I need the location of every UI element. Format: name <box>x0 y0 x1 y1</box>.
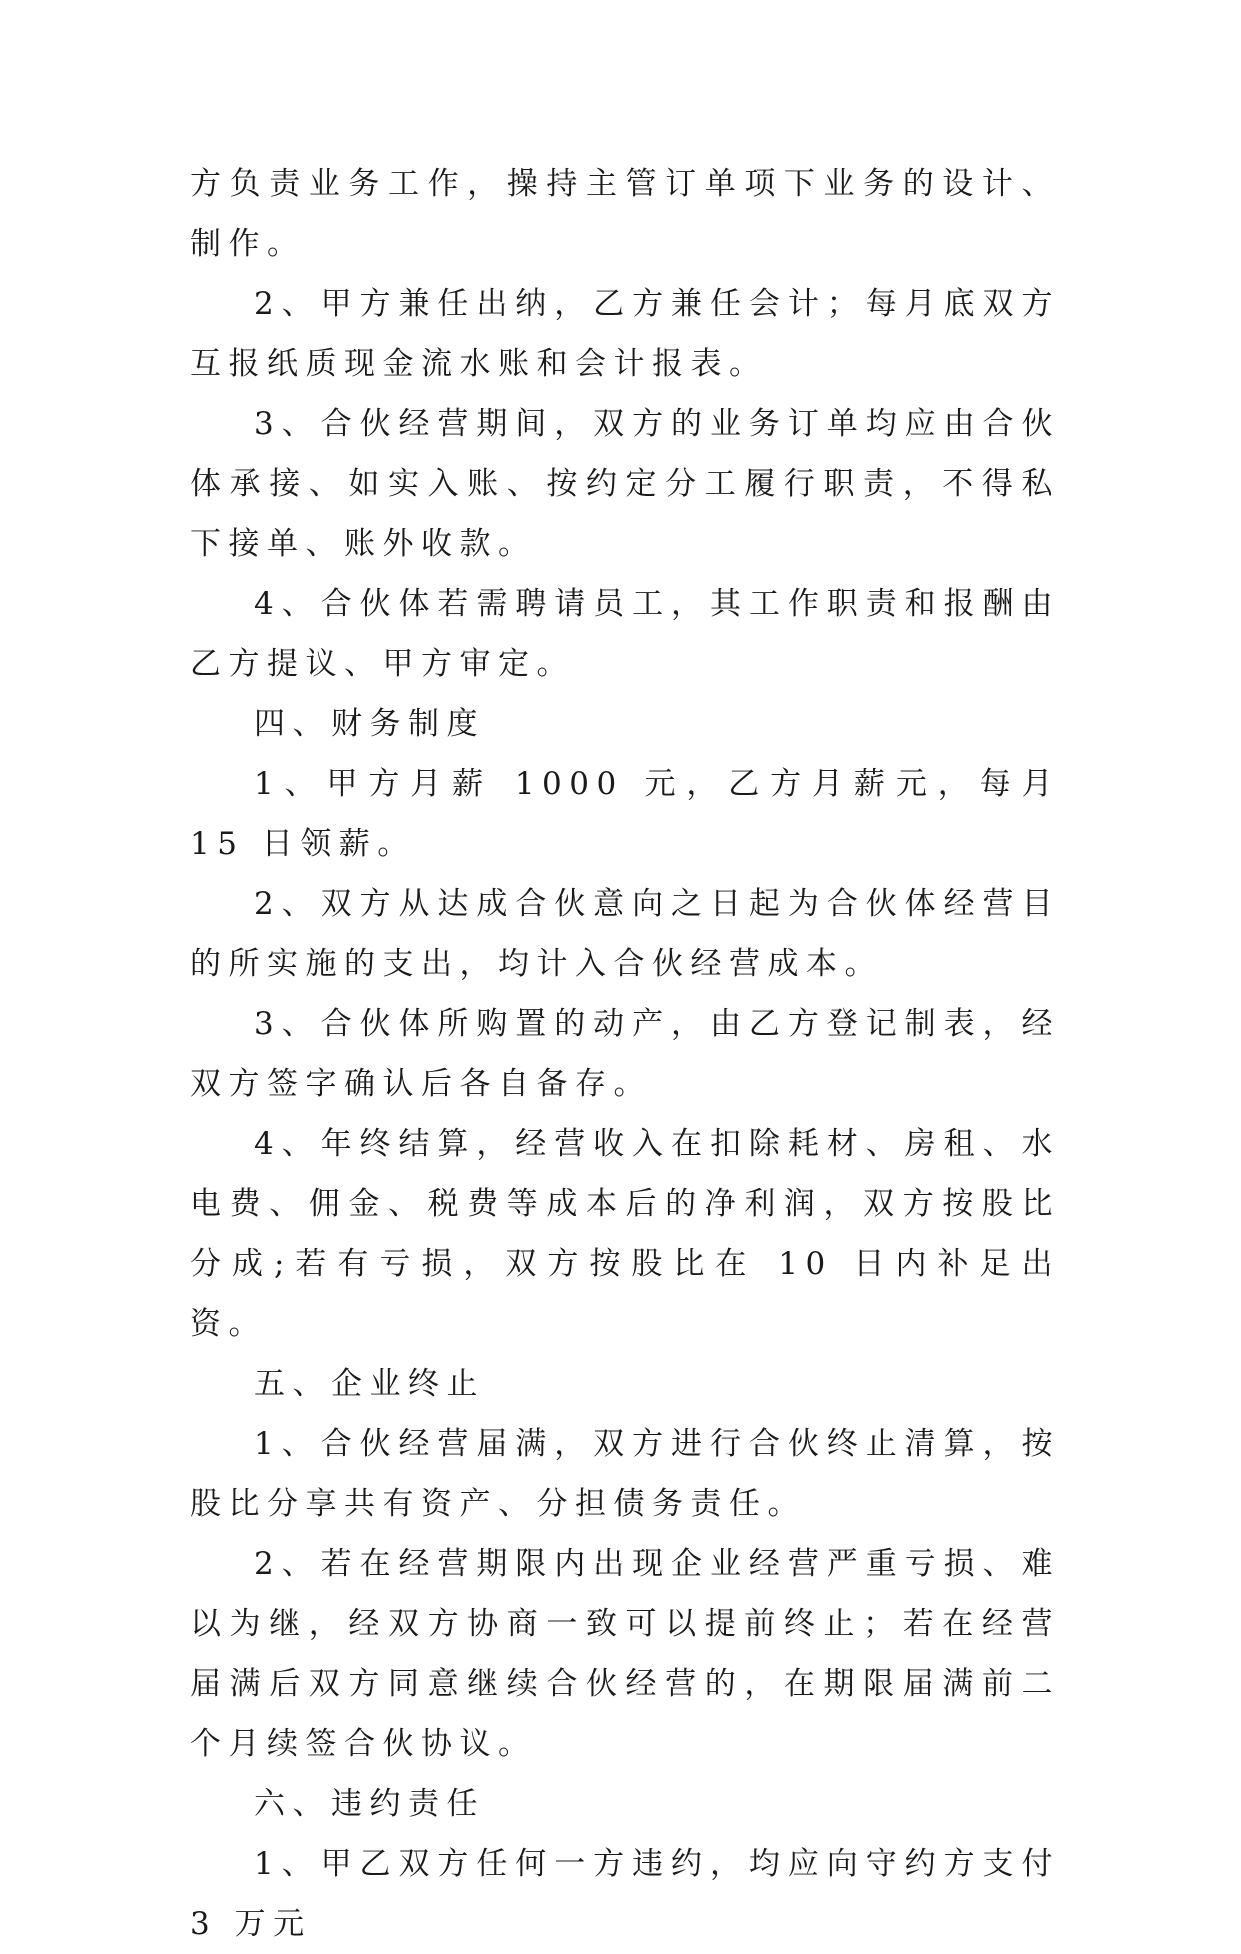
paragraph-clause-4-2: 2、双方从达成合伙意向之日起为合伙体经营目的所实施的支出，均计入合伙经营成本。 <box>190 886 1060 982</box>
paragraph-clause-3-3: 3、合伙经营期间，双方的业务订单均应由合伙体承接、如实入账、按约定分工履行职责，不得私下接单、账外收款。 <box>190 406 1060 562</box>
section-heading-termination: 五、企业终止 <box>254 1366 485 1402</box>
section-heading-liability: 六、违约责任 <box>254 1786 485 1822</box>
paragraph-clause-4-4: 4、年终结算，经营收入在扣除耗材、房租、水电费、佣金、税费等成本后的净利润，双方按股比分成;若有亏损，双方按股比在 10 日内补足出资。 <box>190 1126 1060 1342</box>
paragraph-clause-6-1: 1、甲乙双方任何一方违约，均应向守约方支付 3 万元 <box>190 1846 1060 1942</box>
section-heading-finance: 四、财务制度 <box>254 706 485 742</box>
paragraph-clause-5-1: 1、合伙经营届满，双方进行合伙终止清算，按股比分享共有资产、分担债务责任。 <box>190 1426 1060 1522</box>
paragraph-clause-3-2: 2、甲方兼任出纳，乙方兼任会计；每月底双方互报纸质现金流水账和会计报表。 <box>190 286 1060 382</box>
paragraph-clause-3-4: 4、合伙体若需聘请员工，其工作职责和报酬由乙方提议、甲方审定。 <box>190 586 1060 682</box>
document-body <box>190 154 1060 1954</box>
paragraph-clause-4-1: 1、甲方月薪 1000 元，乙方月薪元，每月 15 日领薪。 <box>190 766 1060 862</box>
paragraph-clause-5-2: 2、若在经营期限内出现企业经营严重亏损、难以为继，经双方协商一致可以提前终止；若在经营届满后双方同意继续合伙经营的，在期限届满前二个月续签合伙协议。 <box>190 1546 1060 1762</box>
paragraph-continuation: 方负责业务工作，操持主管订单项下业务的设计、制作。 <box>190 166 1060 262</box>
paragraph-clause-4-3: 3、合伙体所购置的动产，由乙方登记制表，经双方签字确认后各自备存。 <box>190 1006 1060 1102</box>
